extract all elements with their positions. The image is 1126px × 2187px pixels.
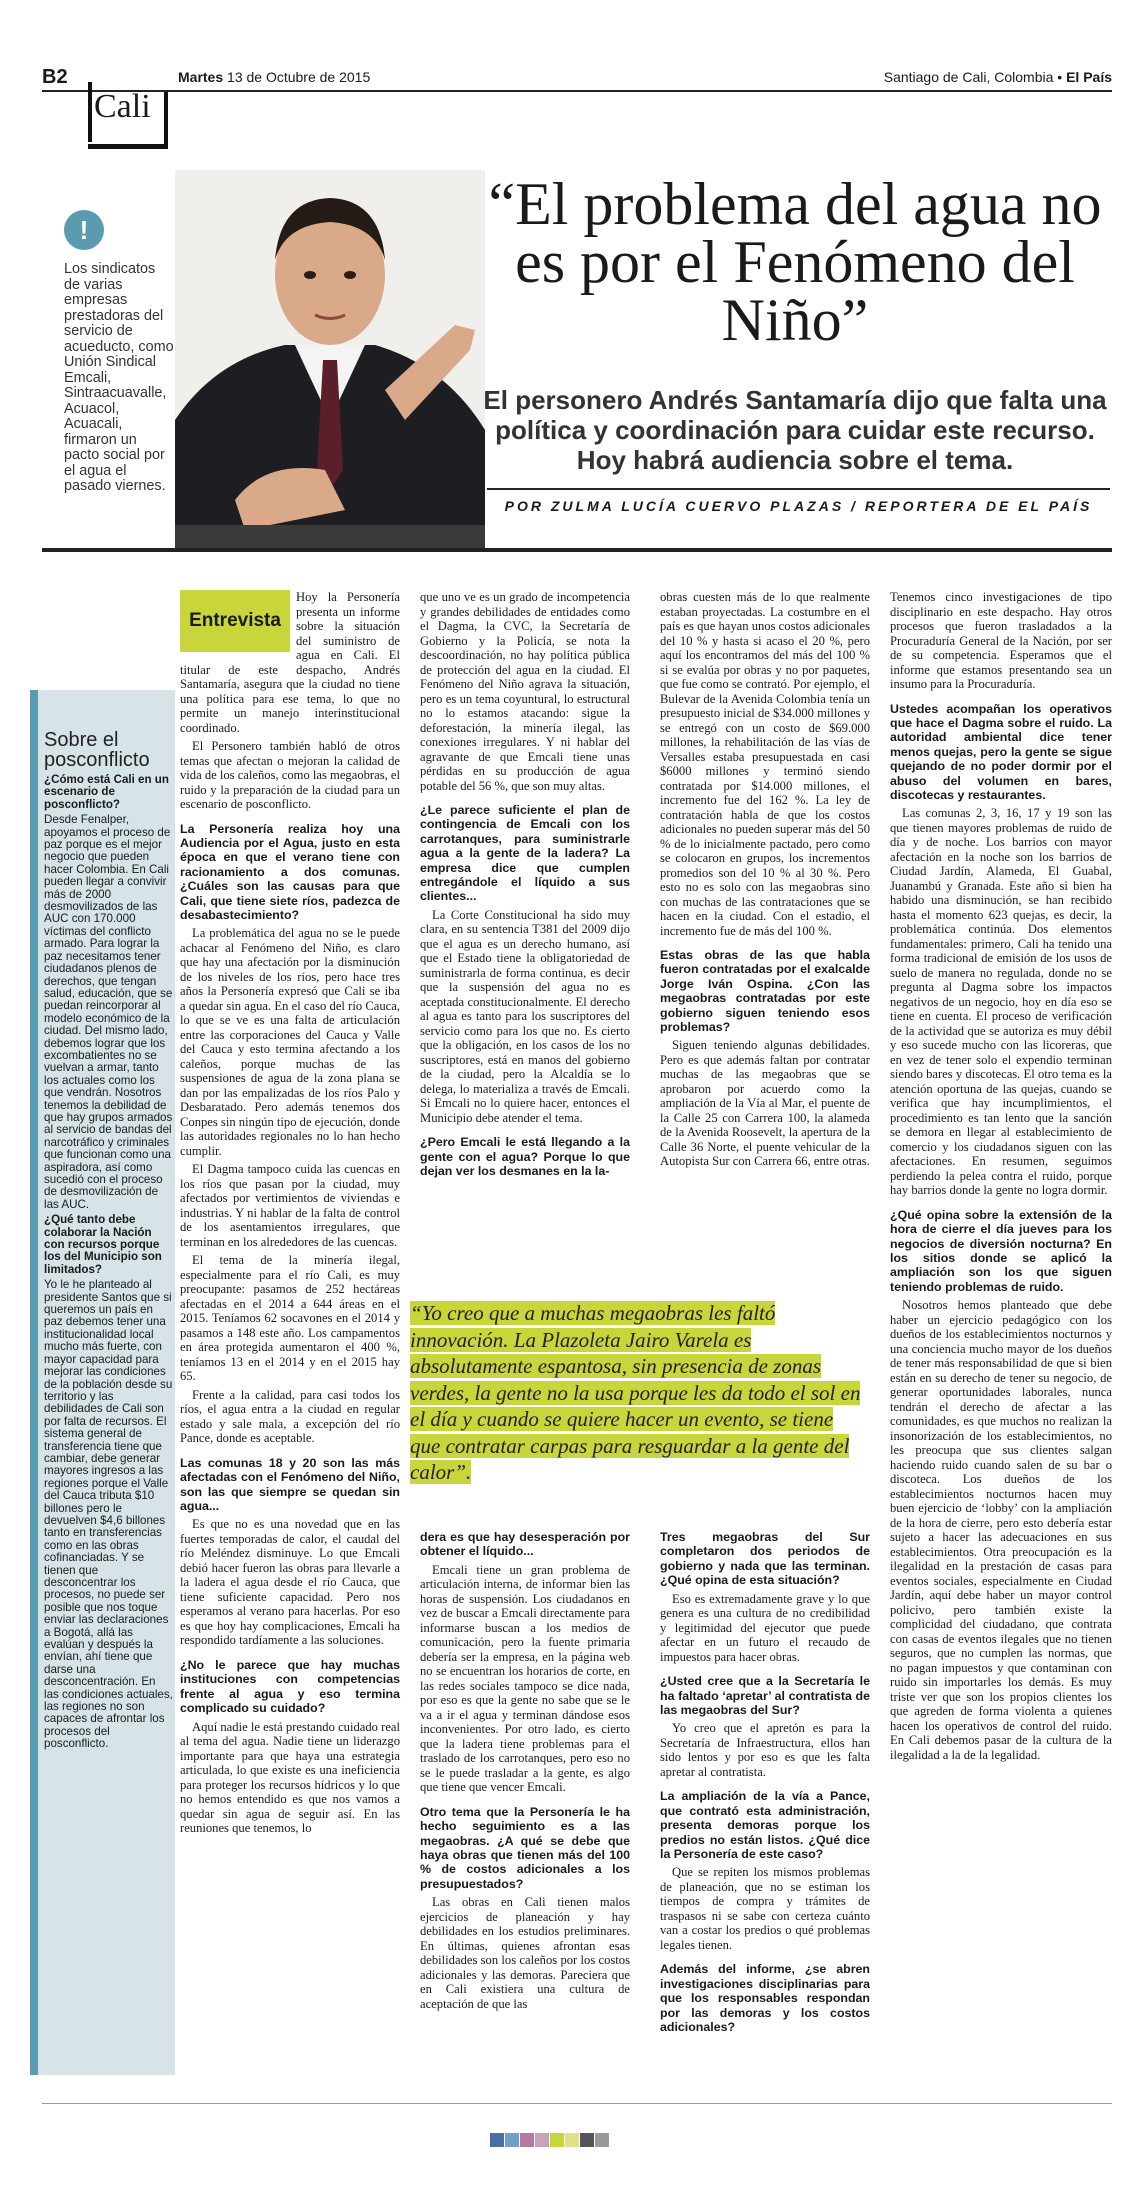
- interview-question: Otro tema que la Personería le ha hecho seguimiento es a las megaobras. ¿A qué se debe que haya obras que tienen más del 100 % de costos adicionales a los presupuestados?: [420, 1804, 630, 1891]
- paragraph: Las comunas 2, 3, 16, 17 y 19 son las que tienen mayores problemas de ruido de día y de noche. Los barrios con mayor afectación en la noche son los barrios de Ciudad Jardín, Alameda, El Guabal, Juanambú y Granada. Este año si bien ha habido una disminución, se han recibido hasta el momento 623 quejas, es decir, la problemática continúa. Dos elementos fundamentales: primero, Cali ha tenido una forma tradicional de emisión de los usos de suelo de manera no regulada, donde no se pregunta al Dagma sobre los impactos negativos de un negocio, hoy en día eso se tiene en cuenta. El proceso de verificación de la actividad que se autoriza es muy débil y eso sucede mucho con las licoreras, que en vez de tener solo el expendio terminan siendo bares y discotecas. El otro tema es la atención oportuna de las quejas, cuando se verifica que hay incumplimientos, el procedimiento es tan lento que la sanción se demora en llegar al establecimiento de comercio y los ciudadanos siguen con las afectaciones. En resumen, seguimos perdiendo la pelea contra el ruido, porque hay barrios donde la gente no logra dormir.: [890, 806, 1112, 1198]
- article-column-3-upper: [660, 590, 870, 1173]
- color-bar-swatch: [595, 2133, 609, 2147]
- article-column-2-lower: [420, 1530, 630, 2015]
- interview-question: dera es que hay desesperación por obtener el líquido...: [420, 1530, 630, 1559]
- paragraph: La problemática del agua no se le puede achacar al Fenómeno del Niño, es claro que hay una afectación por la disminución de los niveles de los ríos, pero hace tres años la Personería expresó que Cali se iba a quedar sin agua. En el caso del río Cauca, lo que se ve es una falta de articulación entre las corporaciones del Cauca y Valle del Cauca y esto termina afectando a los caleños, porque muchas de las suspensiones de agua de la zona plana se dan por las empalizadas de los ríos Palo y Desbaratado. Pero además tenemos dos Conpes sin ningún tipo de ejecución, donde las autoridades regionales no lo han hecho cumplir.: [180, 926, 401, 1158]
- paragraph: obras cuesten más de lo que realmente estaban proyectadas. La costumbre en el país es que hayan unos costos adicionales del 10 % y hasta si acaso el 20 %, pero aquí los encontramos del más del 100 % si se evalúa por obras y no por paquetes, que fue como se contrató. Por ejemplo, el Bulevar de la Avenida Colombia tenía un presupuesto inicial de $34.000 millones y se entregó con un costo de $69.000 millones, la rehabilitación de las vías de Versalles estaba presupuestada en casi $6000 millones y terminó siendo contratada por $14.000 millones, el incremento fue del 162 %. La ley de contratación habla de que los costos adicionales no pueden superar más del 50 % de lo inicialmente pactado, pero como se colocaron en grupos, los incrementos promedios son del 10 % al 30 %. Pero esto no es solo con las megaobras sino con muchas de las contrataciones que se hacen en la ciudad. Con el estadio, el incremento fue de más del 100 %.: [660, 590, 870, 938]
- article-column-2-upper: [420, 590, 630, 1183]
- sidebar-posconflicto: [30, 690, 175, 2075]
- byline-rule: [42, 548, 1112, 552]
- article-column-4: [890, 590, 1112, 1766]
- paragraph: El Dagma tampoco cuida las cuencas en los ríos que pasan por la ciudad, muy afectados por vertimientos de viviendas e industrias. Y ni hablar de la falta de control de los asentamientos irregulares, que terminan en los alrededores de las cuencas.: [180, 1162, 400, 1249]
- interview-question: Estas obras de las que habla fueron contratadas por el exalcalde Jorge Iván Ospina. ¿Con las megaobras contratadas por este gobierno siguen teniendo esos problemas?: [660, 948, 870, 1035]
- interview-question: Además del informe, ¿se abren investigaciones disciplinarias para que los responsables respondan por las demoras y los costos adicionales?: [660, 1962, 870, 2034]
- issue-date: [178, 69, 370, 85]
- pull-quote: [410, 1300, 865, 1510]
- footer-rule: [42, 2103, 1112, 2104]
- sidebar-question: ¿Cómo está Cali en un escenario de posconflicto?: [44, 773, 169, 811]
- pull-quote-text: “Yo creo que a muchas megaobras les faltó innovación. La Plazoleta Jairo Varela es absolutamente espantosa, sin presencia de zonas verdes, la gente no la usa porque les da todo el sol en el día y cuando se quiere hacer un evento, se tiene que contratar carpas para resguardar a la gente del calor”.: [410, 1301, 861, 1484]
- interview-question: ¿No le parece que hay muchas instituciones con competencias frente al agua y eso termina complicado su cuidado?: [180, 1657, 400, 1716]
- paragraph: Hoy la Personería presenta un informe sobre la situación del suministro de agua en Cali. El titular de este despacho, Andrés Santamaría, asegura que la ciudad no tiene una política para ese tema, lo que no permite un manejo interinstitucional coordinado.: [180, 590, 400, 735]
- article-column-1: [180, 590, 400, 1840]
- interview-question: Tres megaobras del Sur completaron dos periodos de gobierno y nada que las terminan. ¿Qué opina de esta situación?: [660, 1530, 870, 1588]
- paragraph: Eso es extremadamente grave y lo que genera es una cultura de no credibilidad y legitimidad del ejecutor que puede afectar en un futuro el recaudo de impuestos para hacer obras.: [660, 1591, 870, 1664]
- color-bar-swatch: [535, 2133, 549, 2147]
- interview-question: ¿Usted cree que a la Secretaría le ha faltado ‘apretar’ al contratista de las megaobras del Sur?: [660, 1674, 870, 1717]
- paragraph: Es que no es una novedad que en las fuertes temporadas de calor, el caudal del río Meléndez disminuye. Lo que Emcali debió hacer fueron las obras para llevarle a la ladera el agua desde el río Cauca, que tiene suficiente capacidad. Pero nos esperamos al verano para hacerlas. Por eso es que hoy hay complicaciones, Emcali ha respondido tardíamente a las soluciones.: [180, 1517, 400, 1648]
- interview-question: Las comunas 18 y 20 son las más afectadas con el Fenómeno del Niño, son las que siempre se quedan sin agua...: [180, 1455, 400, 1514]
- sidebar-question: ¿Qué tanto debe colaborar la Nación con recursos porque los del Municipio son limitados?: [44, 1213, 162, 1276]
- paper-name: El País: [1066, 69, 1112, 85]
- issue-date-text: 13 de Octubre de 2015: [227, 69, 371, 85]
- paragraph: Las obras en Cali tienen malos ejercicios de planeación y hay debilidades en los estudios preliminares. En últimas, quienes afrontan esas debilidades son los caleños por los costos adicionales y las demoras. Pareciera que en Cali existiera una cultura de aceptación de que las: [420, 1895, 630, 2011]
- paragraph: Tenemos cinco investigaciones de tipo disciplinario en este despacho. Hay otros procesos que fueron trasladados a la Procuraduría General de la Nación, por ser de su competencia. Esperamos que el informe que estamos presentando sea un insumo para la Procuraduría.: [890, 590, 1112, 691]
- color-bar-swatch: [505, 2133, 519, 2147]
- paragraph: Aquí nadie le está prestando cuidado real al tema del agua. Nadie tiene un liderazgo importante para que haya una estrategia articulada, lo que existe es una ineficiencia para proteger los recursos hídricos y lo que no hemos entendido es que nos vamos a quedar sin agua de seguir así. En las reuniones que tenemos, lo: [180, 1719, 400, 1836]
- interview-question: ¿Le parece suficiente el plan de contingencia de Emcali con los carrotanques, para suministrarle agua a la gente de la ladera? La empresa dice que cumplen entregándole el líquido a sus clientes...: [420, 803, 630, 904]
- header-rule: [42, 90, 1112, 92]
- sidebar-title: Sobre el posconflicto: [44, 729, 150, 771]
- paragraph: Siguen teniendo algunas debilidades. Pero es que además faltan por contratar muchas de las megaobras que se aprobaron por acuerdo como la ampliación de la Vía al Mar, el puente de la Calle 25 con Carrera 100, la alameda de la Avenida Roosevelt, la apertura de la Calle 36 Norte, el puente vehicular de la Autopista Sur con Carrera 66, entre otras.: [660, 1038, 870, 1169]
- sidebar-answer: Desde Fenalper, apoyamos el proceso de paz porque es el mejor negocio que pueden hacer Colombia. En Cali pueden llegar a convivir más de 2000 desmovilizados de las AUC con 170.000 víctimas del conflicto armado. Para lograr la paz necesitamos tener ciudadanos plenos de derechos, que tengan salud, educación, que se puedan reincorporar al modelo económico de la ciudad. Del mismo lado, debemos lograr que los excombatientes no se vuelvan a armar, tanto los actuales como los que vendrán. Nosotros tenemos la debilidad de que hay grupos armados al servicio de bandas del narcotráfico y criminales que funcionan como una aspiradora, así como sucedió con el proceso de desmovilización de las AUC.: [44, 813, 173, 1211]
- entrevista-tag: Entrevista: [180, 590, 290, 652]
- paragraph: Nosotros hemos planteado que debe haber un ejercicio pedagógico con los dueños de los establecimientos nocturnos y una conciencia mucho mayor de los dueños de tener más responsabilidad de que si bien están en su derecho de tener su negocio, de generar oportunidades laborales, nunca tendrán el derecho de afectar a las comunidades, es que muchos no realizan la insonorización de los establecimientos, no les preocupa que sus clientes salgan haciendo ruido cuando salen de su bar o discoteca. Los dueños de los establecimientos nocturnos hacen muy buen ejercicio de ‘lobby’ con la ampliación de la hora de cierre, pero esto debería estar sujeto a hacer las adecuaciones en sus establecimientos. Otra preocupación es la ilegalidad en la prestación de casas para eventos sociales, especialmente en Ciudad Jardín, aquí debe haber un mayor control policivo, pero también existe la complicidad del ciudadano, que contrata con casas de eventos ilegales que no tienen seguros, que no cumplen las normas, que no pagan impuestos y que contaminan con ruido sin importarles los demás. Es muy triste ver que son los propios clientes los que agreden de forma violenta a quienes hacen los operativos de control del ruido. En Cali debemos pasar de la cultura de la ilegalidad a la de la legalidad.: [890, 1298, 1112, 1762]
- interview-question: La ampliación de la vía a Pance, que contrató esta administración, presenta demoras porque los predios no están listos. ¿Qué dice la Personería de este caso?: [660, 1789, 870, 1861]
- color-bar-swatch: [550, 2133, 564, 2147]
- paragraph: Yo creo que el apretón es para la Secretaría de Infraestructura, ellos han sido lentos y por eso es que les falta apretar al contratista.: [660, 1721, 870, 1779]
- color-bar-swatch: [490, 2133, 504, 2147]
- headline: “El problema del agua no es por el Fenómeno del Niño”: [488, 171, 1102, 353]
- paragraph: Que se repiten los mismos problemas de planeación, que no se estiman los tiempos de compra y trámites de traspasos ni se sabe con certeza cuánto van a costar los predios o qué problemas legales tienen.: [660, 1865, 870, 1952]
- paragraph: El tema de la minería ilegal, especialmente para el río Cali, es muy preocupante: pasamos de 252 hectáreas afectadas en el 2014 a 644 áreas en el 2015. Teníamos 62 socavones en el 2014 y pasamos a 148 este año. Los campamentos en área protegida aumentaron el 400 %, teníamos 13 en el 2014 y en el 2015 hay 65.: [180, 1253, 400, 1384]
- color-bar-swatch: [580, 2133, 594, 2147]
- pact-note: Los sindicatos de varias empresas prestadoras del servicio de acueducto, como Unión Sindical Emcali, Sintraacuavalle, Acuacol, Acuacali, firmaron un pacto social por el agua el pasado viernes.: [64, 261, 174, 494]
- color-bar-swatch: [565, 2133, 579, 2147]
- exclamation-icon: !: [64, 210, 104, 250]
- interview-question: Ustedes acompañan los operativos que hace el Dagma sobre el ruido. La autoridad ambiental dice tener menos quejas, pero la gente se sigue quejando de no poder dormir por el abuso del volumen en bares, discotecas y restaurantes.: [890, 701, 1112, 802]
- location-text: Santiago de Cali, Colombia: [883, 69, 1054, 85]
- dek: El personero Andrés Santamaría dijo que falta una política y coordinación para cuidar este recurso. Hoy habrá audiencia sobre el tema.: [483, 385, 1107, 475]
- interview-question: ¿Pero Emcali le está llegando a la gente con el agua? Porque lo que dejan ver los desmanes en la la-: [420, 1135, 630, 1179]
- masthead-location: Santiago de Cali, Colombia • El País: [883, 69, 1112, 85]
- dek-rule: [487, 488, 1110, 490]
- byline: POR ZULMA LUCÍA CUERVO PLAZAS / REPORTERA DE EL PAÍS: [504, 498, 1093, 514]
- paragraph: La Corte Constitucional ha sido muy clara, en su sentencia T381 del 2009 dijo que el agua es un derecho humano, así que el Estado tiene la obligatoriedad de suministrarla de forma continua, es decir que la suspensión del agua no es aceptada constitucionalmente. El derecho al agua es tanto para los suscriptores del servicio como para los que no. Es cierto que la obligación, en los casos de los no suscriptores, está en manos del gobierno de la ciudad, pero la Alcaldía se lo delega, lo materializa a través de Emcali. Si Emcali no lo quiere hacer, entonces el Municipio debe atender el tema.: [420, 907, 630, 1125]
- personero-illustration: [175, 170, 485, 550]
- interview-question: La Personería realiza hoy una Audiencia por el Agua, justo en esta época en que el verano tiene con racionamiento a dos comunas. ¿Cuáles son las causas para que Cali, que tiene siete ríos, padezca de desabastecimiento?: [180, 821, 400, 922]
- paragraph: que uno ve es un grado de incompetencia y grandes debilidades de entidades como el Dagma, la CVC, la Secretaría de Gobierno y la Policía, se nota la descoordinación, no hay política pública de protección del agua en la ciudad. El Fenómeno del Niño agrava la situación, pero es un tema coyuntural, lo estructural no lo estamos atacando: sigue la deforestación, la minería ilegal, las conexiones irregulares. Y ni hablar del agravante de que Emcali tiene unas pérdidas en su producción de agua potable del 56 %, que son muy altas.: [420, 590, 630, 793]
- paragraph: El Personero también habló de otros temas que afectan o mejoran la calidad de vida de los caleños, como las megaobras, el ruido y la preparación de la ciudad para un escenario de posconflicto.: [180, 739, 400, 811]
- sidebar-answer: Yo le he planteado al presidente Santos que si queremos un país en paz debemos tener una institucionalidad local mucho más fuerte, con mayor capacidad para mejorar las condiciones de la población desde su territorio y las debilidades de Cali son por falta de recursos. El sistema general de transferencia tiene que cambiar, debe generar mayores ingresos a las regiones porque el Valle del Cauca tributa $10 billones pero le devuelven $4,6 billones tanto en transferencias como en las obras cofinanciadas. Y se tienen que desconcentrar los procesos, no puede ser posible que nos toque enviar las declaraciones a Bogotá, allá las evalúan y después la envían, ahí tiene que darse una desconcentración. En las condiciones actuales, las regiones no son capaces de afrontar los procesos del posconflicto.: [44, 1278, 173, 1751]
- paragraph: Emcali tiene un gran problema de articulación interna, de informar bien las horas de suspensión. Los ciudadanos en vez de buscar a Emcali directamente para informarse buscan a los medios de comunicación, pero la fuente primaria debería ser la empresa, en la página web no se encuentran los horarios de corte, en las redes sociales tampoco se dice nada, por eso es que la gente no sabe que se le va a ir el agua y terminan dándose esos inconvenientes. Por otro lado, es cierto que la ladera tiene problemas para el traslado de los carrotanques, pero eso no se le puede trasladar a la gente, es algo que tiene que vencer Emcali.: [420, 1562, 630, 1795]
- interview-question: ¿Qué opina sobre la extensión de la hora de cierre el día jueves para los negocios de diversión nocturna? En los sitios donde se aplicó la ampliación son los que siguen teniendo problemas de ruido.: [890, 1207, 1112, 1294]
- section-label: Cali: [94, 88, 151, 125]
- page-number: B2: [42, 66, 68, 88]
- article-column-3-lower: [660, 1530, 870, 2038]
- paragraph: Frente a la calidad, para casi todos los ríos, el agua entra a la ciudad en regular estado y sale mala, a excepción del río Pance, donde es aceptable.: [180, 1387, 400, 1446]
- color-bar-swatch: [520, 2133, 534, 2147]
- personero-photo: [175, 170, 485, 550]
- issue-day: Martes: [178, 69, 224, 85]
